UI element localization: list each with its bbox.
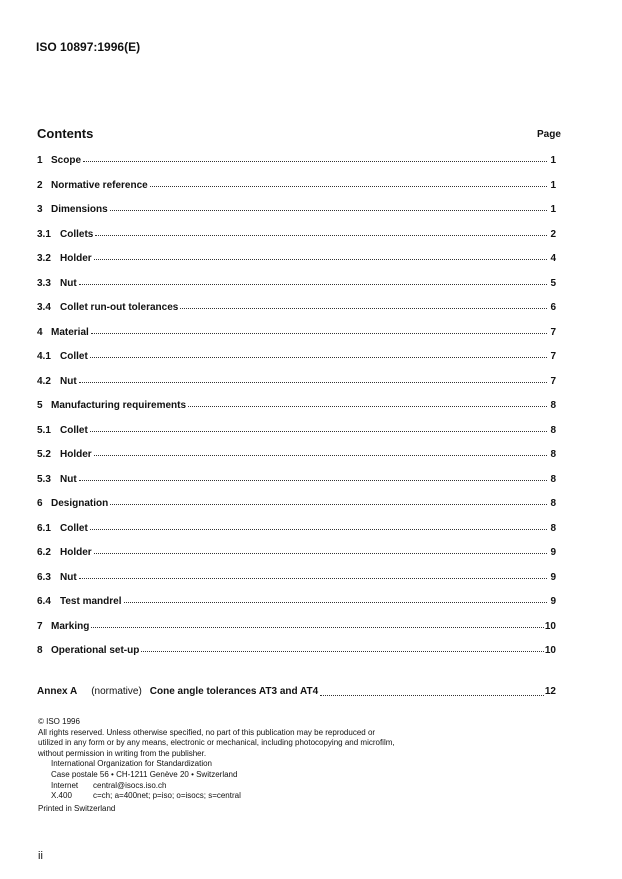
dot-leader (188, 396, 547, 407)
dot-leader (94, 445, 547, 456)
toc-entry-page: 8 (550, 498, 556, 509)
toc-entry-title: Holder (60, 449, 92, 460)
toc-entry-title: Collet run-out tolerances (60, 302, 179, 313)
toc-entry-title: Holder (60, 253, 92, 264)
printed-location: Printed in Switzerland (38, 803, 116, 813)
x400-address: c=ch; a=400net; p=iso; o=isocs; s=central (93, 791, 241, 801)
toc-entry-number: 6.2 (37, 547, 51, 558)
toc-entry-page: 5 (550, 277, 556, 289)
toc-entry-title: Nut (60, 473, 77, 485)
dot-leader (94, 543, 547, 554)
dot-leader (79, 372, 547, 383)
toc-entry-page: 7 (550, 326, 556, 338)
toc-entry[interactable] (37, 618, 556, 643)
toc-entry-title: Dimensions (51, 204, 108, 215)
toc-entry[interactable] (37, 250, 556, 275)
dot-leader (83, 151, 547, 162)
toc-entry-title: Marking (51, 620, 90, 632)
standard-identifier: ISO 10897:1996(E) (36, 40, 141, 54)
toc-entry[interactable] (37, 593, 556, 618)
toc-entry[interactable] (37, 446, 556, 471)
toc-entry-page: 1 (550, 155, 556, 166)
toc-entry-title: Material (51, 326, 89, 338)
toc-annex-entry[interactable] (37, 667, 556, 697)
toc-entry-number: 1 (37, 155, 43, 166)
toc-entry[interactable] (37, 373, 556, 398)
page-column-label: Page (537, 129, 561, 140)
x400-label: X.400 (51, 791, 72, 801)
toc-entry-title: Collet (60, 351, 88, 362)
toc-entry[interactable] (37, 569, 556, 594)
toc-entry-title: Nut (60, 277, 77, 289)
toc-entry-number: 5 (37, 400, 43, 411)
toc-entry-page: 9 (550, 596, 556, 607)
toc-entry-title: Test mandrel (60, 596, 122, 607)
toc-entry[interactable] (37, 152, 556, 177)
toc-entry-page: 6 (550, 302, 556, 313)
toc-entry-number: 3.4 (37, 302, 51, 313)
toc-entry-title: Scope (51, 155, 82, 166)
organization-name: International Organization for Standardization (51, 759, 212, 769)
toc-entry-number: 6.1 (37, 522, 51, 534)
toc-entry-number: 6.4 (37, 596, 51, 607)
internet-label: Internet (51, 780, 79, 790)
toc-entry-page: 8 (550, 424, 556, 436)
toc-entry-title: Collets (60, 228, 94, 240)
toc-entry-page: 9 (550, 571, 556, 583)
toc-entry-number: 3.3 (37, 277, 51, 289)
dot-leader (320, 685, 544, 696)
toc-entry[interactable] (37, 397, 556, 422)
toc-annex-normative: (normative) (91, 685, 142, 697)
toc-entry[interactable] (37, 348, 556, 373)
toc-entry-number: 2 (37, 179, 43, 191)
toc-entry-title: Operational set-up (51, 645, 140, 656)
toc-entry-page: 7 (550, 375, 556, 387)
toc-entry-page: 10 (544, 620, 556, 632)
dot-leader (180, 298, 547, 309)
toc-entry[interactable] (37, 471, 556, 496)
internet-address: central@isocs.iso.ch (93, 780, 167, 790)
toc-annex-label: Annex A (37, 685, 78, 697)
dot-leader (150, 176, 547, 187)
toc-entry-number: 3 (37, 204, 43, 215)
dot-leader (79, 274, 547, 285)
toc-entry[interactable] (37, 177, 556, 202)
toc-entry-title: Holder (60, 547, 92, 558)
toc-entry[interactable] (37, 544, 556, 569)
dot-leader (79, 568, 547, 579)
toc-entry-title: Normative reference (51, 179, 148, 191)
toc-entry-number: 6 (37, 498, 43, 509)
toc-entry[interactable] (37, 422, 556, 447)
dot-leader (124, 592, 548, 603)
table-of-contents (37, 152, 556, 697)
dot-leader (91, 323, 547, 334)
toc-entry-number: 3.1 (37, 228, 51, 240)
toc-entry[interactable] (37, 495, 556, 520)
dot-leader (91, 617, 544, 628)
toc-entry-title: Nut (60, 571, 77, 583)
dot-leader (141, 641, 544, 652)
toc-entry-title: Manufacturing requirements (51, 400, 187, 411)
toc-annex-title: Cone angle tolerances AT3 and AT4 (149, 685, 319, 697)
toc-entry-number: 5.3 (37, 473, 51, 485)
toc-entry-page: 7 (550, 351, 556, 362)
toc-entry[interactable] (37, 201, 556, 226)
toc-entry-page: 9 (550, 547, 556, 558)
dot-leader (110, 200, 547, 211)
toc-entry[interactable] (37, 324, 556, 349)
toc-entry[interactable] (37, 275, 556, 300)
toc-entry-number: 3.2 (37, 253, 51, 264)
toc-entry-number: 6.3 (37, 571, 51, 583)
toc-entry-number: 4.2 (37, 375, 51, 387)
dot-leader (90, 519, 547, 530)
page-number: ii (38, 850, 43, 862)
toc-entry-page: 2 (550, 228, 556, 240)
copyright-notice: © ISO 1996 (38, 717, 80, 726)
toc-entry-number: 5.1 (37, 424, 51, 436)
dot-leader (110, 494, 547, 505)
toc-entry-title: Designation (51, 498, 109, 509)
toc-entry-title: Collet (60, 522, 88, 534)
toc-entry-page: 1 (550, 179, 556, 191)
dot-leader (94, 249, 547, 260)
toc-entry[interactable] (37, 520, 556, 545)
toc-entry-number: 5.2 (37, 449, 51, 460)
internet-row (38, 781, 398, 792)
toc-entry[interactable] (37, 299, 556, 324)
dot-leader (90, 421, 547, 432)
toc-annex-page: 12 (544, 685, 556, 697)
toc-entry-title: Nut (60, 375, 77, 387)
toc-entry-title: Collet (60, 424, 88, 436)
toc-entry-page: 8 (550, 522, 556, 534)
postal-address: Case postale 56 • CH-1211 Genève 20 • Switzerland (51, 769, 238, 779)
toc-entry-page: 1 (550, 204, 556, 215)
toc-entry-number: 4.1 (37, 351, 51, 362)
toc-entry[interactable] (37, 226, 556, 251)
rights-statement: All rights reserved. Unless otherwise specified, no part of this publication may be reproduced or utilized in any form or by any means, electronic or mechanical, including photocopying and microfilm, without permission in writing from the publisher. (38, 727, 395, 758)
dot-leader (79, 470, 547, 481)
toc-entry-page: 8 (550, 473, 556, 485)
toc-entry-page: 4 (550, 253, 556, 264)
toc-entry-number: 7 (37, 620, 43, 632)
contents-title: Contents (37, 126, 94, 141)
toc-entry-page: 8 (550, 400, 556, 411)
toc-entry-number: 4 (37, 326, 43, 338)
toc-entry-page: 8 (550, 449, 556, 460)
x400-row (38, 791, 398, 802)
toc-entry[interactable] (37, 642, 556, 667)
toc-entry-page: 10 (544, 645, 556, 656)
dot-leader (90, 347, 547, 358)
copyright-block (38, 717, 398, 814)
toc-entry-number: 8 (37, 645, 43, 656)
dot-leader (95, 225, 547, 236)
